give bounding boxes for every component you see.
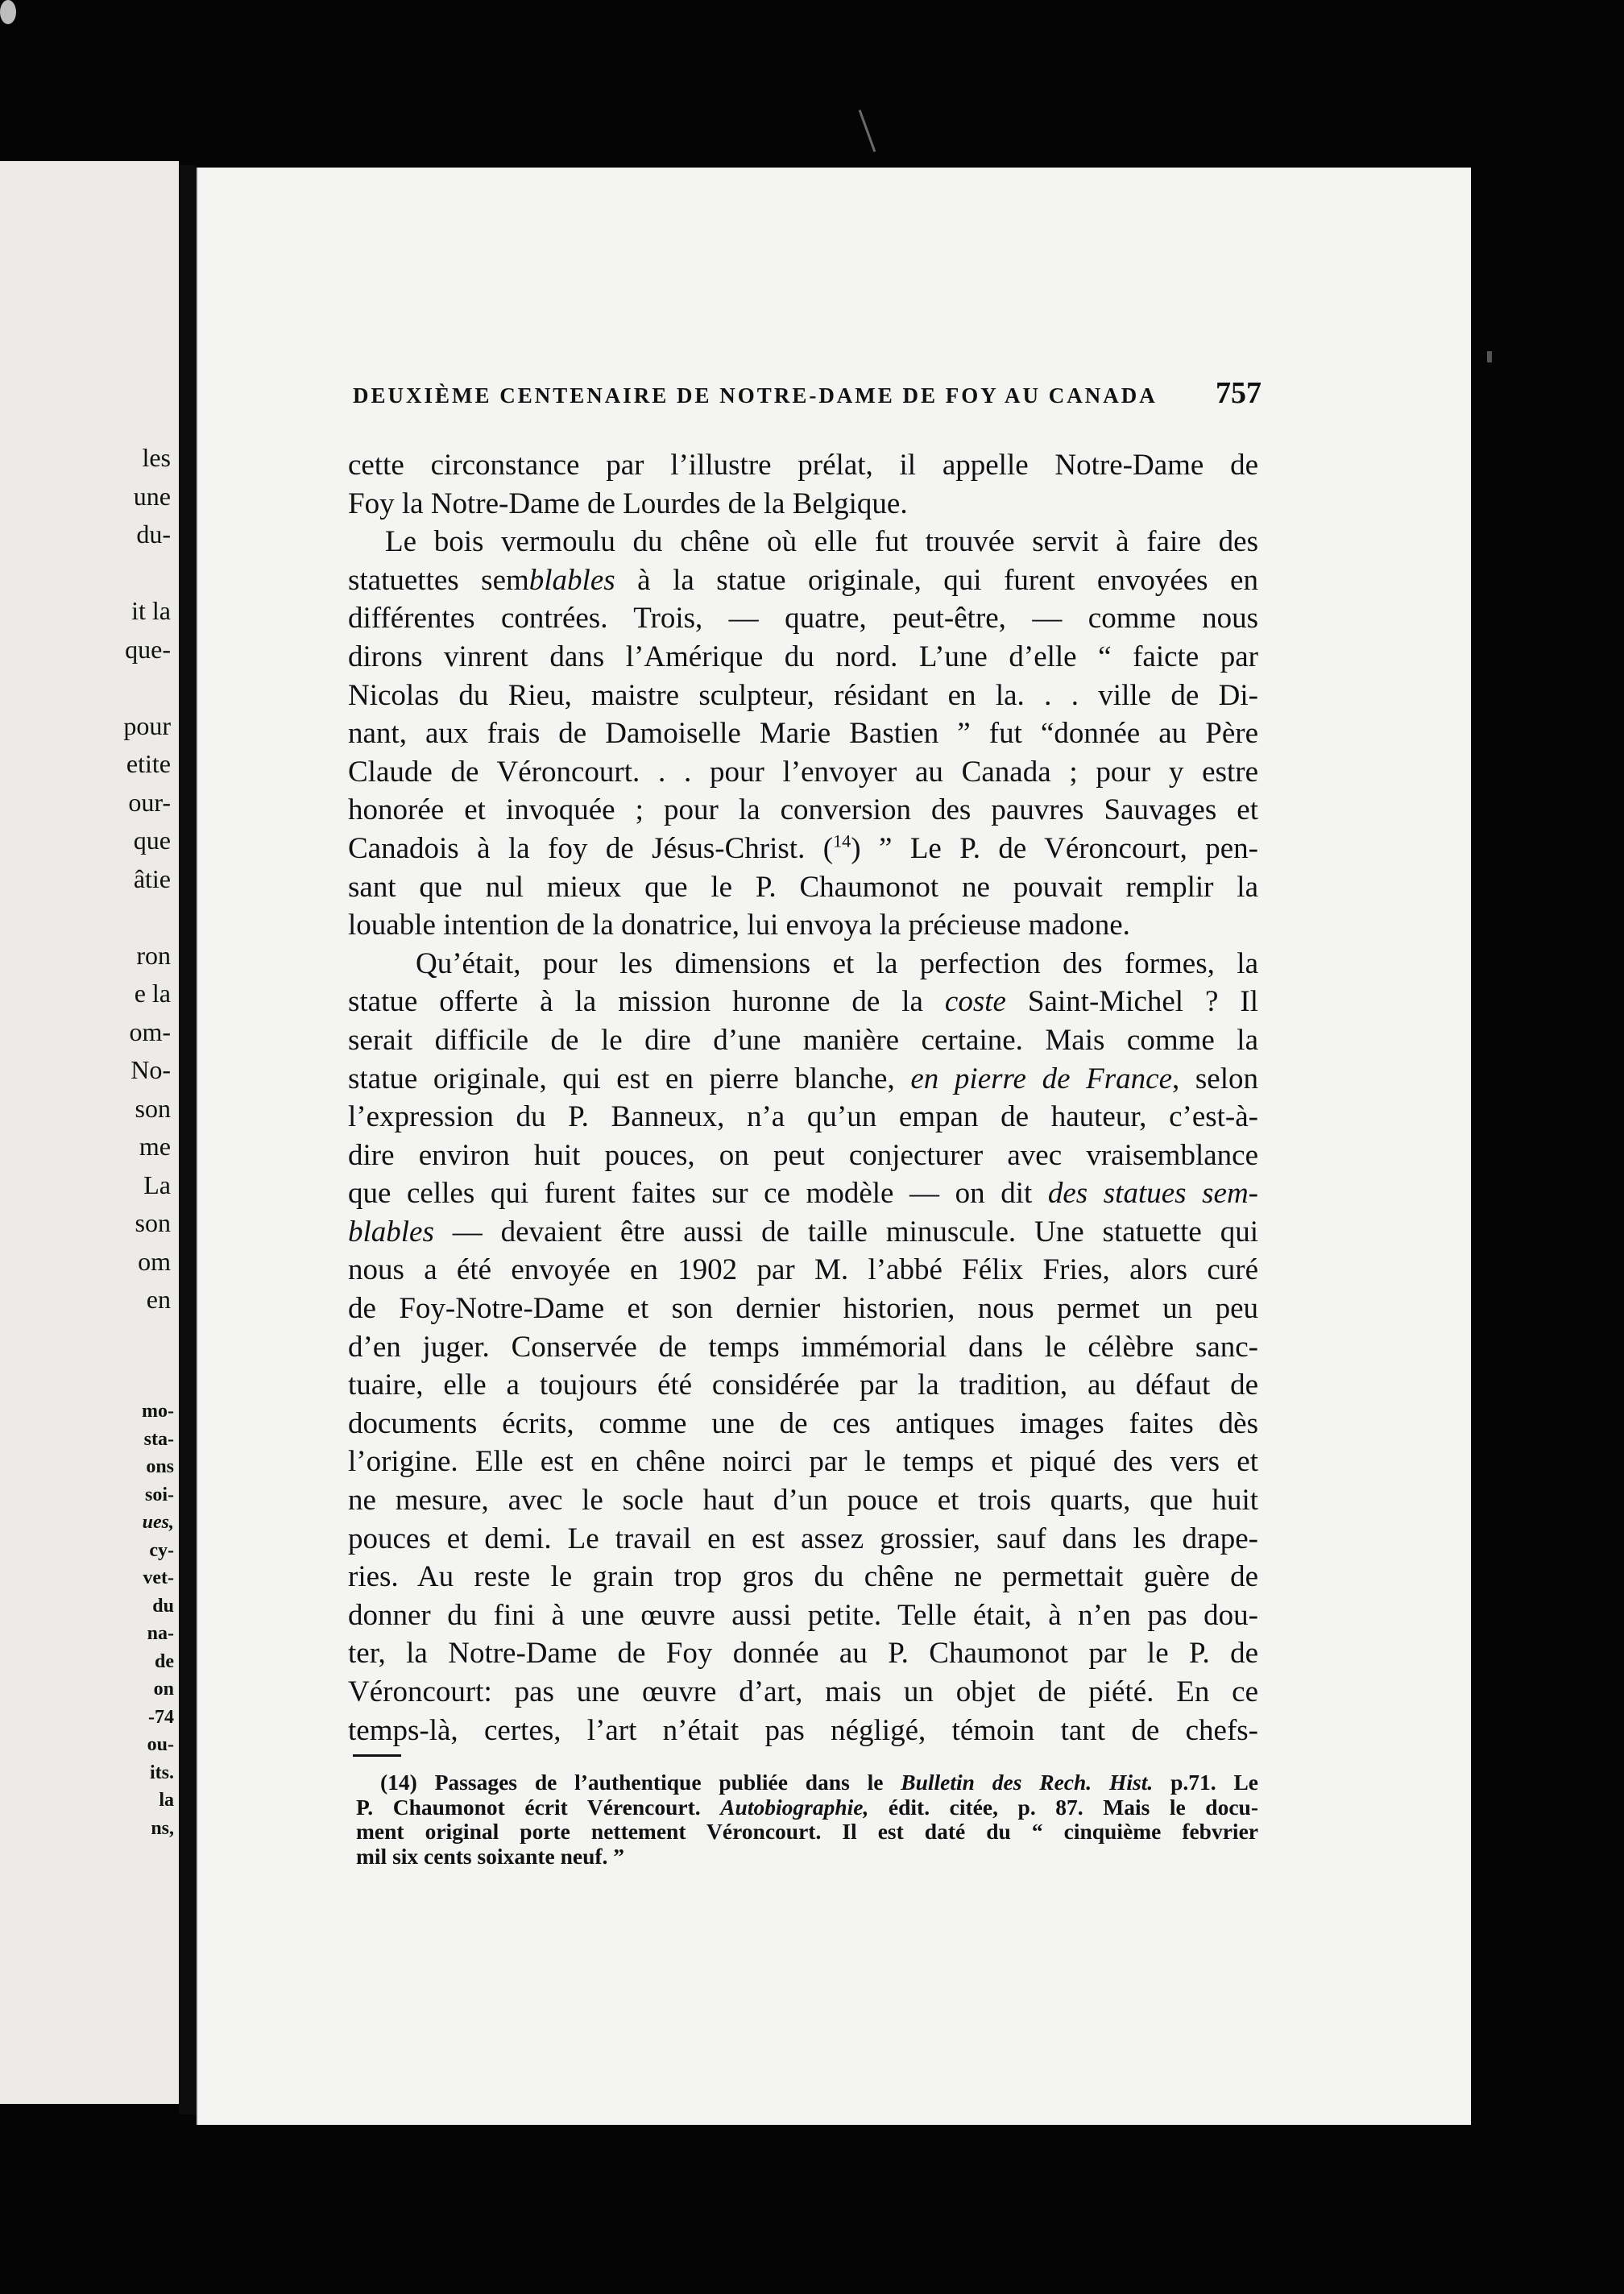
left-note-fragment: sta-	[143, 1428, 174, 1450]
body-line: temps-là, certes, l’art n’était pas négligé, témoin tant de chefs-	[348, 1713, 1258, 1747]
left-note-fragment: ons	[146, 1456, 174, 1477]
left-page-note-fragments	[0, 1398, 174, 1842]
left-body-fragment: âtie	[133, 863, 171, 893]
body-line: Qu’était, pour les dimensions et la perfection des formes, la	[416, 946, 1258, 980]
left-note-fragment: na-	[147, 1623, 174, 1644]
body-line: dire environ huit pouces, on peut conjecturer avec vraisemblance	[348, 1138, 1258, 1172]
scan-speck	[0, 0, 16, 24]
left-page-body-fragments	[0, 439, 171, 1319]
body-line: blables — devaient être aussi de taille minuscule. Une statuette qui	[348, 1215, 1258, 1248]
left-body-fragment: son	[135, 1208, 171, 1237]
book-gutter	[179, 165, 197, 2114]
footnote-line: P. Chaumonot écrit Vérencourt. Autobiographie, édit. citée, p. 87. Mais le docu-	[356, 1794, 1258, 1820]
body-line: donner du fini à une œuvre aussi petite. Telle était, à n’en pas dou-	[348, 1598, 1258, 1632]
left-body-fragment: our-	[128, 787, 171, 817]
body-line: ne mesure, avec le socle haut d’un pouce et trois quarts, que huit	[348, 1484, 1258, 1518]
body-line: tuaire, elle a toujours été considérée par la tradition, au défaut de	[348, 1369, 1258, 1402]
left-body-fragment: une	[133, 481, 171, 511]
body-line: Claude de Véroncourt. . . pour l’envoyer au Canada ; pour y estre	[348, 755, 1258, 789]
footnote-line: mil six cents soixante neuf. ”	[356, 1843, 625, 1869]
body-line: statue originale, qui est en pierre blanche, en pierre de France, selon	[348, 1062, 1258, 1095]
left-note-fragment: cy-	[149, 1539, 174, 1561]
scan-scratch	[859, 110, 876, 152]
left-body-fragment	[0, 898, 171, 937]
left-note-fragment: ou-	[147, 1734, 174, 1755]
body-line: serait difficile de le dire d’une manière certaine. Mais comme la	[348, 1023, 1258, 1057]
left-body-fragment: du-	[136, 520, 171, 549]
body-line: statuettes semblables à la statue originale, qui furent envoyées en	[348, 563, 1258, 597]
left-body-fragment: ron	[136, 940, 171, 970]
left-note-fragment: la	[159, 1790, 174, 1811]
left-body-fragment	[0, 554, 171, 593]
body-line: louable intention de la donatrice, lui envoya la précieuse madone.	[348, 909, 1130, 942]
left-body-fragment: que	[133, 826, 171, 855]
footnote-line: ment original porte nettement Véroncourt. Il est daté du “ cinquième febvrier	[356, 1819, 1258, 1844]
body-line: l’expression du P. Banneux, n’a qu’un empan de hauteur, c’est-à-	[348, 1100, 1258, 1134]
left-body-fragment: les	[142, 443, 171, 472]
left-note-fragment: du	[152, 1595, 174, 1617]
body-line: que celles qui furent faites sur ce modèle — on dit des statues sem-	[348, 1177, 1258, 1211]
body-text	[348, 446, 1258, 1749]
body-line: ries. Au reste le grain trop gros du chêne ne permettait guère de	[348, 1560, 1258, 1594]
body-line: différentes contrées. Trois, — quatre, peut-être, — comme nous	[348, 602, 1258, 636]
body-line: pouces et demi. Le travail en est assez grossier, sauf dans les drape-	[348, 1522, 1258, 1555]
body-line: Nicolas du Rieu, maistre sculpteur, résidant en la. . . ville de Di-	[348, 678, 1258, 712]
body-line: l’origine. Elle est en chêne noirci par le temps et piqué des vers et	[348, 1445, 1258, 1479]
body-line: cette circonstance par l’illustre prélat, il appelle Notre-Dame de	[348, 449, 1258, 482]
running-header-title: DEUXIÈME CENTENAIRE DE NOTRE-DAME DE FOY AU CANADA	[353, 383, 1158, 408]
left-body-fragment: pour	[123, 710, 171, 740]
left-note-fragment: de	[155, 1650, 174, 1672]
left-note-fragment: soi-	[145, 1484, 174, 1505]
left-body-fragment: etite	[126, 749, 171, 778]
body-line: nous a été envoyée en 1902 par M. l’abbé Félix Fries, alors curé	[348, 1253, 1258, 1287]
body-line: honorée et invoquée ; pour la conversion des pauvres Sauvages et	[348, 793, 1258, 827]
left-note-fragment: mo-	[142, 1401, 174, 1422]
left-note-fragment: ns,	[151, 1817, 174, 1839]
body-line: dirons vinrent dans l’Amérique du nord. L’une d’elle “ faicte par	[348, 640, 1258, 673]
left-body-fragment: son	[135, 1093, 171, 1123]
body-line: statue offerte à la mission huronne de la coste Saint-Michel ? Il	[348, 985, 1258, 1019]
body-line: Le bois vermoulu du chêne où elle fut trouvée servit à faire des	[385, 525, 1258, 559]
left-body-fragment: La	[143, 1170, 171, 1199]
left-note-fragment: ues,	[142, 1512, 174, 1533]
left-body-fragment: No-	[130, 1055, 171, 1084]
body-line: ter, la Notre-Dame de Foy donnée au P. Chaumonot par le P. de	[348, 1637, 1258, 1671]
left-note-fragment: vet-	[143, 1567, 174, 1588]
left-body-fragment: que-	[125, 634, 171, 664]
body-line: sant que nul mieux que le P. Chaumonot ne pouvait remplir la	[348, 870, 1258, 904]
left-body-fragment	[0, 669, 171, 707]
scan-speck	[1487, 351, 1492, 362]
left-body-fragment: it la	[131, 596, 171, 625]
footnote-rule	[353, 1754, 401, 1757]
body-line: nant, aux frais de Damoiselle Marie Bastien ” fut “donnée au Père	[348, 717, 1258, 751]
left-note-fragment: its.	[150, 1762, 174, 1783]
body-line: documents écrits, comme une de ces antiques images faites dès	[348, 1406, 1258, 1440]
running-header	[353, 375, 1262, 411]
left-page-fragment	[0, 161, 179, 2104]
body-line: Foy la Notre-Dame de Lourdes de la Belgique.	[348, 487, 908, 520]
left-body-fragment: om-	[129, 1017, 171, 1046]
footnote	[356, 1770, 1258, 1869]
main-page	[197, 168, 1471, 2125]
left-body-fragment: om	[138, 1246, 171, 1276]
body-line: de Foy-Notre-Dame et son dernier historien, nous permet un peu	[348, 1292, 1258, 1326]
body-line: d’en juger. Conservée de temps immémorial dans le célèbre sanc-	[348, 1330, 1258, 1364]
page-number: 757	[1216, 376, 1262, 410]
left-note-fragment: on	[153, 1679, 174, 1700]
body-line: Véroncourt: pas une œuvre d’art, mais un objet de piété. En ce	[348, 1675, 1258, 1708]
footnote-line: (14) Passages de l’authentique publiée dans le Bulletin des Rech. Hist. p.71. Le	[380, 1770, 1258, 1795]
left-note-fragment: -74	[148, 1706, 174, 1728]
left-body-fragment: me	[139, 1132, 171, 1161]
left-body-fragment: e la	[134, 979, 171, 1008]
left-body-fragment: en	[146, 1285, 171, 1314]
body-line: Canadois à la foy de Jésus-Christ. ($^{14}$) ” Le P. de Véroncourt, pen-	[348, 830, 1258, 865]
